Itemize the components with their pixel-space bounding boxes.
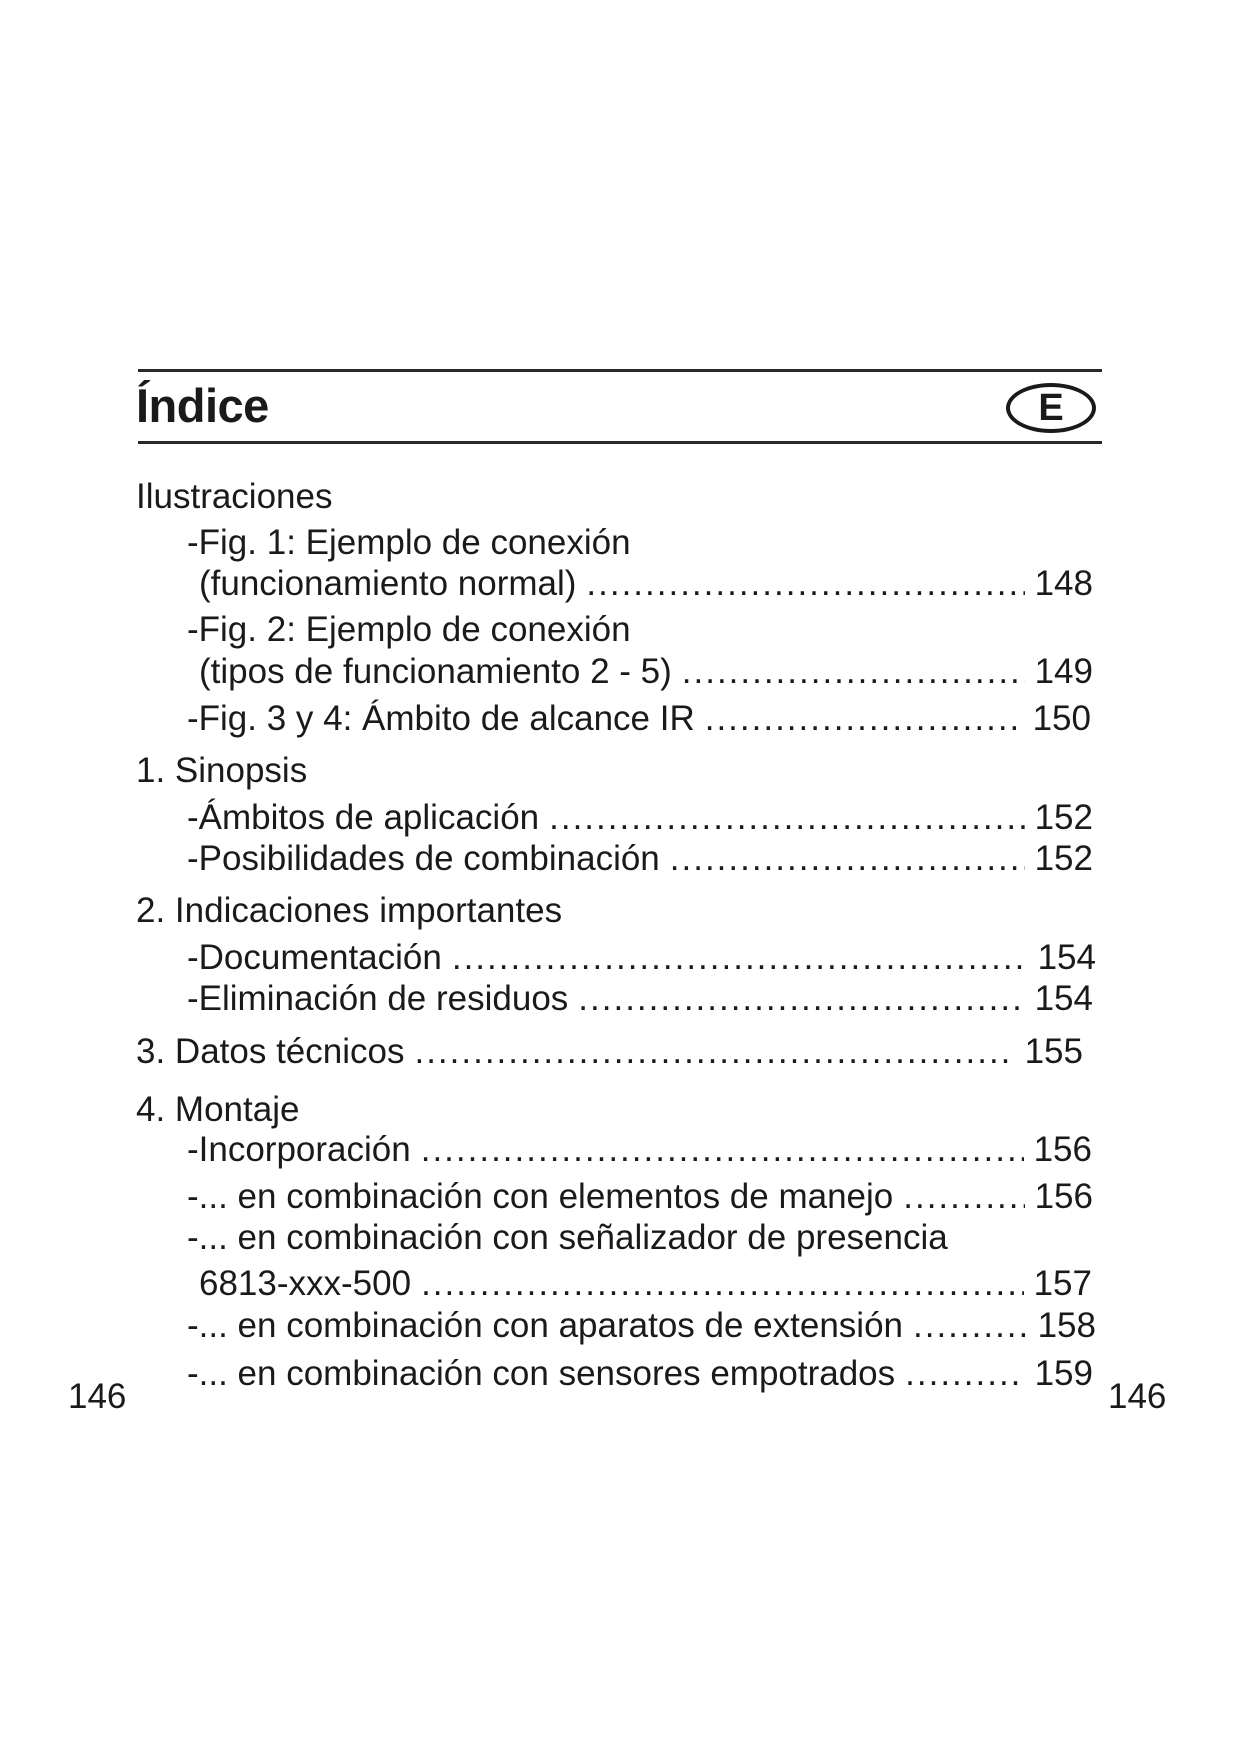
toc-entry-label: -Fig. 2: Ejemplo de conexión	[187, 610, 631, 649]
toc-entry-documentacion[interactable]	[187, 936, 1096, 980]
toc-page-number: 152	[1034, 798, 1093, 837]
toc-entry-label: (funcionamiento normal)	[199, 564, 577, 603]
toc-entry-label: -Eliminación de residuos	[187, 979, 569, 1018]
toc-leader-dots	[670, 837, 1025, 881]
toc-entry-fig3-4[interactable]	[187, 697, 1091, 741]
toc-entry-fig1[interactable]	[187, 521, 631, 565]
toc-entry-fig2-cont[interactable]	[199, 650, 1093, 694]
toc-entry-label: 4. Montaje	[136, 1090, 300, 1129]
page-number-right: 146	[1108, 1377, 1167, 1416]
toc-entry-sensores-empotrados[interactable]	[187, 1352, 1093, 1396]
toc-entry-fig2[interactable]	[187, 608, 631, 652]
toc-page-number: 154	[1037, 938, 1096, 977]
toc-entry-senalizador-cont[interactable]	[199, 1262, 1092, 1306]
toc-leader-dots	[913, 1304, 1028, 1348]
toc-page-number: 159	[1034, 1354, 1093, 1393]
toc-section-ilustraciones[interactable]	[136, 475, 332, 519]
toc-page-number: 149	[1034, 652, 1093, 691]
toc-leader-dots	[414, 1030, 1014, 1074]
toc-entry-label: -... en combinación con señalizador de presencia	[187, 1218, 948, 1257]
toc-leader-dots	[549, 796, 1024, 840]
toc-entry-label: -Posibilidades de combinación	[187, 839, 660, 878]
toc-leader-dots	[421, 1262, 1024, 1306]
toc-entry-eliminacion[interactable]	[187, 977, 1093, 1021]
toc-leader-dots	[682, 650, 1025, 694]
toc-entry-label: 3. Datos técnicos	[136, 1032, 405, 1071]
toc-leader-dots	[705, 697, 1023, 741]
toc-page-number: 155	[1024, 1032, 1083, 1071]
toc-leader-dots	[905, 1352, 1024, 1396]
toc-entry-label: Ilustraciones	[136, 477, 333, 516]
toc-page-number: 158	[1037, 1306, 1096, 1345]
toc-entry-fig1-cont[interactable]	[199, 562, 1093, 606]
toc-entry-label: (tipos de funcionamiento 2 - 5)	[199, 652, 672, 691]
toc-leader-dots	[452, 936, 1028, 980]
toc-page-number: 157	[1033, 1264, 1092, 1303]
toc-page-number: 156	[1033, 1130, 1092, 1169]
toc-entry-aparatos-extension[interactable]	[187, 1304, 1096, 1348]
toc-entry-label: -... en combinación con aparatos de extensión	[187, 1306, 903, 1345]
page-number-left: 146	[68, 1377, 127, 1416]
toc-page-number: 148	[1034, 564, 1093, 603]
toc-section-indicaciones[interactable]	[136, 889, 562, 933]
toc-entry-ambitos[interactable]	[187, 796, 1093, 840]
toc-entry-label: -Fig. 3 y 4: Ámbito de alcance IR	[187, 699, 695, 738]
toc-entry-label: -Incorporación	[187, 1130, 411, 1169]
toc-leader-dots	[578, 977, 1024, 1021]
language-badge: E	[1006, 383, 1096, 433]
toc-entry-label: 1. Sinopsis	[136, 751, 308, 790]
toc-entry-label: 2. Indicaciones importantes	[136, 891, 563, 930]
toc-section-datos-tecnicos[interactable]	[136, 1030, 1083, 1074]
toc-leader-dots	[586, 562, 1024, 606]
toc-entry-label: -Fig. 1: Ejemplo de conexión	[187, 523, 631, 562]
toc-entry-label: -Ámbitos de aplicación	[187, 798, 540, 837]
toc-section-sinopsis[interactable]	[136, 749, 307, 793]
header-rule-bottom	[138, 441, 1102, 444]
toc-entry-label: 6813-xxx-500	[199, 1264, 412, 1303]
toc-entry-senalizador[interactable]	[187, 1216, 948, 1260]
toc-section-montaje[interactable]	[136, 1088, 299, 1132]
toc-page-number: 150	[1032, 699, 1091, 738]
toc-page-number: 152	[1034, 839, 1093, 878]
page-title: Índice	[136, 379, 269, 432]
toc-page-number: 156	[1034, 1177, 1093, 1216]
toc-entry-incorporacion[interactable]	[187, 1128, 1092, 1172]
toc-leader-dots	[903, 1175, 1024, 1219]
toc-entry-label: -... en combinación con sensores empotrados	[187, 1354, 896, 1393]
header-rule-top	[138, 369, 1102, 372]
toc-entry-elementos-manejo[interactable]	[187, 1175, 1093, 1219]
toc-leader-dots	[421, 1128, 1024, 1172]
toc-page-number: 154	[1034, 979, 1093, 1018]
toc-entry-label: -... en combinación con elementos de manejo	[187, 1177, 894, 1216]
toc-entry-label: -Documentación	[187, 938, 442, 977]
toc-entry-posibilidades[interactable]	[187, 837, 1093, 881]
